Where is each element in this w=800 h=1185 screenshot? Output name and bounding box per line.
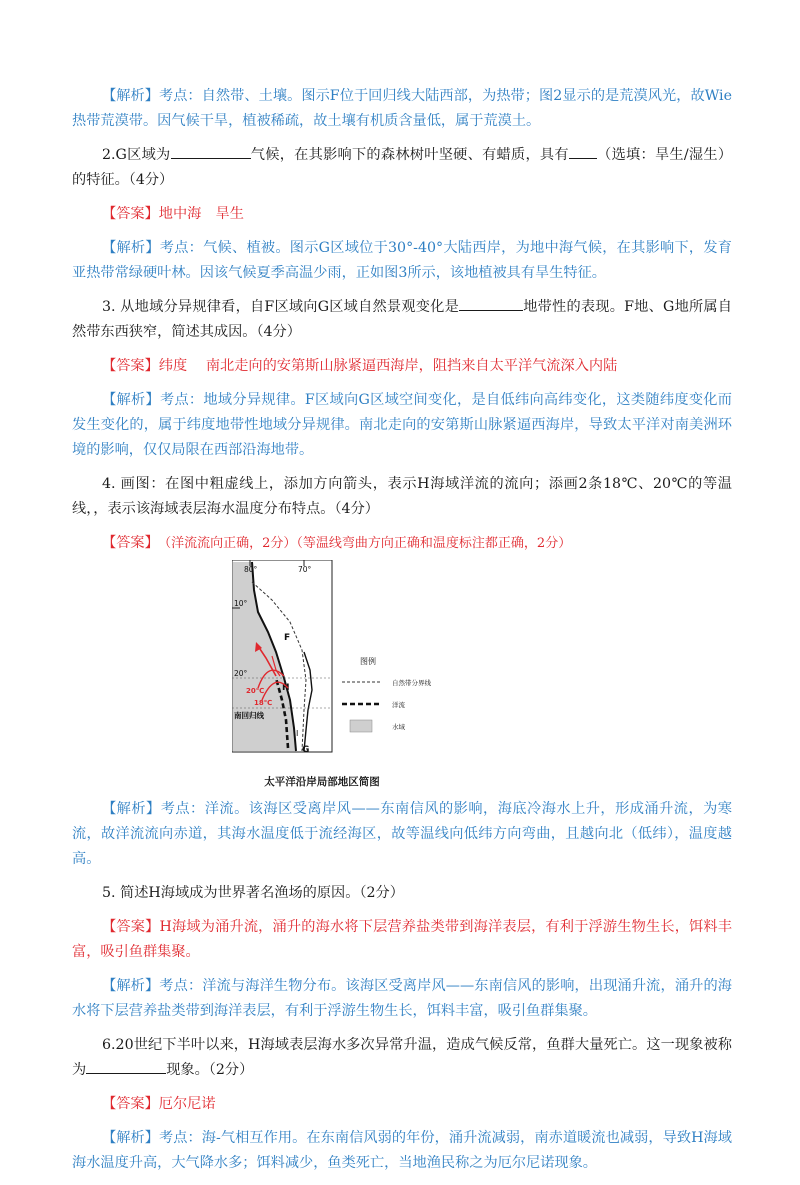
question-3 — [72, 295, 732, 345]
answer-tag: 【答案】 — [102, 535, 152, 551]
answer-tag: 【答案】 — [102, 358, 159, 374]
question-text: 气候，在其影响下的森林树叶坚硬、有蜡质，具有 — [250, 147, 569, 163]
answer-text: （洋流流向正确，2分）（等温线弯曲方向正确和温度标注都正确，2分） — [151, 536, 572, 551]
region-I-label: I — [296, 729, 299, 738]
isotherm-20-label: 20℃ — [246, 687, 265, 695]
analysis-tag: 【解析】 — [102, 978, 160, 994]
q6-analysis — [72, 1126, 732, 1176]
region-G-label: G — [302, 745, 310, 755]
question-text: 3. 从地域分异规律看，自F区域向G区域自然景观变化是 — [102, 299, 459, 315]
q1-analysis — [72, 84, 732, 134]
document-page — [72, 84, 732, 1185]
legend-title: 图例 — [360, 657, 376, 666]
isotherm-18-label: 18℃ — [254, 699, 273, 707]
answer-blank — [86, 1059, 166, 1074]
tropic-label: 南回归线 — [234, 711, 264, 720]
question-text: 4. 画图：在图中粗虚线上，添加方向箭头，表示H海域洋流的流向；添画2条18℃、20℃的等温线，，表示该海域表层海水温度分布特点。（4分） — [72, 476, 732, 517]
question-2 — [72, 143, 732, 193]
question-text: （选填：旱生/湿生）的特征。（4分） — [72, 147, 733, 188]
map-figure — [232, 560, 572, 789]
analysis-text: 考点：地域分异规律。F区域向G区域空间变化，是自低纬向高纬变化，这类随纬度变化而发生变化的，属于纬度地带性地域分异规律。南北走向的安第斯山脉紧逼西海岸，导致太平洋对南美洲环境的影响，仅仅局限在西部沿海地带。 — [72, 392, 732, 458]
analysis-tag: 【解析】 — [102, 240, 160, 256]
lat-20-label: 20° — [234, 669, 248, 678]
lat-10-label: 10° — [234, 599, 248, 608]
question-text: 2.G区域为 — [102, 147, 171, 163]
q4-analysis — [72, 797, 732, 872]
legend-water-label: 水域 — [392, 723, 405, 731]
map-caption: 太平洋沿岸局部地区简图 — [264, 776, 380, 788]
answer-blank — [171, 144, 251, 159]
q6-answer — [72, 1092, 732, 1117]
analysis-text: 考点：气候、植被。图示G区域位于30°-40°大陆西岸，为地中海气候，在其影响下，发育亚热带常绿硬叶林。因该气候夏季高温少雨，正如图3所示，该地植被具有旱生特征。 — [72, 240, 732, 281]
question-text: 地带性的表现。F地、G地所属自然带东西狭窄，简述其成因。（4分） — [72, 299, 732, 340]
lon-80-label: 80° — [244, 565, 258, 574]
answer-blank — [569, 144, 597, 159]
q5-answer — [72, 915, 732, 965]
question-text: 现象。（2分） — [166, 1062, 254, 1078]
q2-analysis — [72, 236, 732, 286]
analysis-text: 考点：洋流与海洋生物分布。该海区受离岸风——东南信风的影响，出现涌升流，涌升的海水将下层营养盐类带到海洋表层，有利于浮游生物生长，饵料丰富，吸引鱼群集聚。 — [72, 978, 732, 1019]
question-text: 5. 简述H海域成为世界著名渔场的原因。（2分） — [102, 885, 404, 901]
answer-text: 地中海 旱生 — [158, 206, 244, 222]
legend-boundary-label: 自然带分界线 — [392, 679, 431, 687]
answer-tag: 【答案】 — [102, 206, 159, 222]
lon-70-label: 70° — [298, 565, 312, 574]
answer-tag: 【答案】 — [102, 919, 160, 935]
analysis-tag: 【解析】 — [102, 392, 160, 408]
region-F-label: F — [284, 633, 291, 643]
analysis-tag: 【解析】 — [102, 801, 161, 817]
analysis-text: 考点：自然带、土壤。图示F位于回归线大陆西部，为热带；图2显示的是荒漠风光，故Wie热带荒漠带。因气候干旱，植被稀疏，故土壤有机质含量低，属于荒漠土。 — [72, 88, 732, 129]
pacific-coast-map — [232, 560, 572, 768]
analysis-tag: 【解析】 — [102, 1130, 160, 1146]
q2-answer — [72, 202, 732, 227]
legend-water-swatch — [350, 720, 372, 732]
answer-text: 厄尔尼诺 — [158, 1096, 216, 1112]
answer-text: 纬度 南北走向的安第斯山脉紧逼西海岸，阻挡来自太平洋气流深入内陆 — [158, 358, 618, 374]
region-H-label: H — [282, 683, 290, 693]
question-6 — [72, 1033, 732, 1083]
question-4 — [72, 472, 732, 522]
legend-current-label: 洋流 — [392, 701, 405, 709]
analysis-text: 考点：海-气相互作用。在东南信风弱的年份，涌升流减弱，南赤道暖流也减弱，导致H海域海水温度升高，大气降水多；饵料减少，鱼类死亡，当地渔民称之为厄尔尼诺现象。 — [72, 1130, 732, 1171]
q3-answer — [72, 354, 732, 379]
analysis-text: 考点：洋流。该海区受离岸风——东南信风的影响，海底冷海水上升，形成涌升流，为寒流，故洋流流向赤道，其海水温度低于流经海区，故等温线向低纬方向弯曲，且越向北（低纬），温度越高。 — [72, 801, 732, 867]
question-5 — [72, 881, 732, 906]
q5-analysis — [72, 974, 732, 1024]
answer-blank — [459, 296, 523, 311]
q4-answer — [72, 531, 732, 556]
question-text: 6.20世纪下半叶以来，H海域表层海水多次异常升温，造成气候反常，鱼群大量死亡。这一现象被称为 — [72, 1037, 732, 1078]
answer-text: H海域为涌升流，涌升的海水将下层营养盐类带到海洋表层，有利于浮游生物生长，饵料丰富，吸引鱼群集聚。 — [72, 919, 732, 960]
q3-analysis — [72, 388, 732, 463]
analysis-tag: 【解析】 — [102, 88, 159, 104]
answer-tag: 【答案】 — [102, 1096, 159, 1112]
